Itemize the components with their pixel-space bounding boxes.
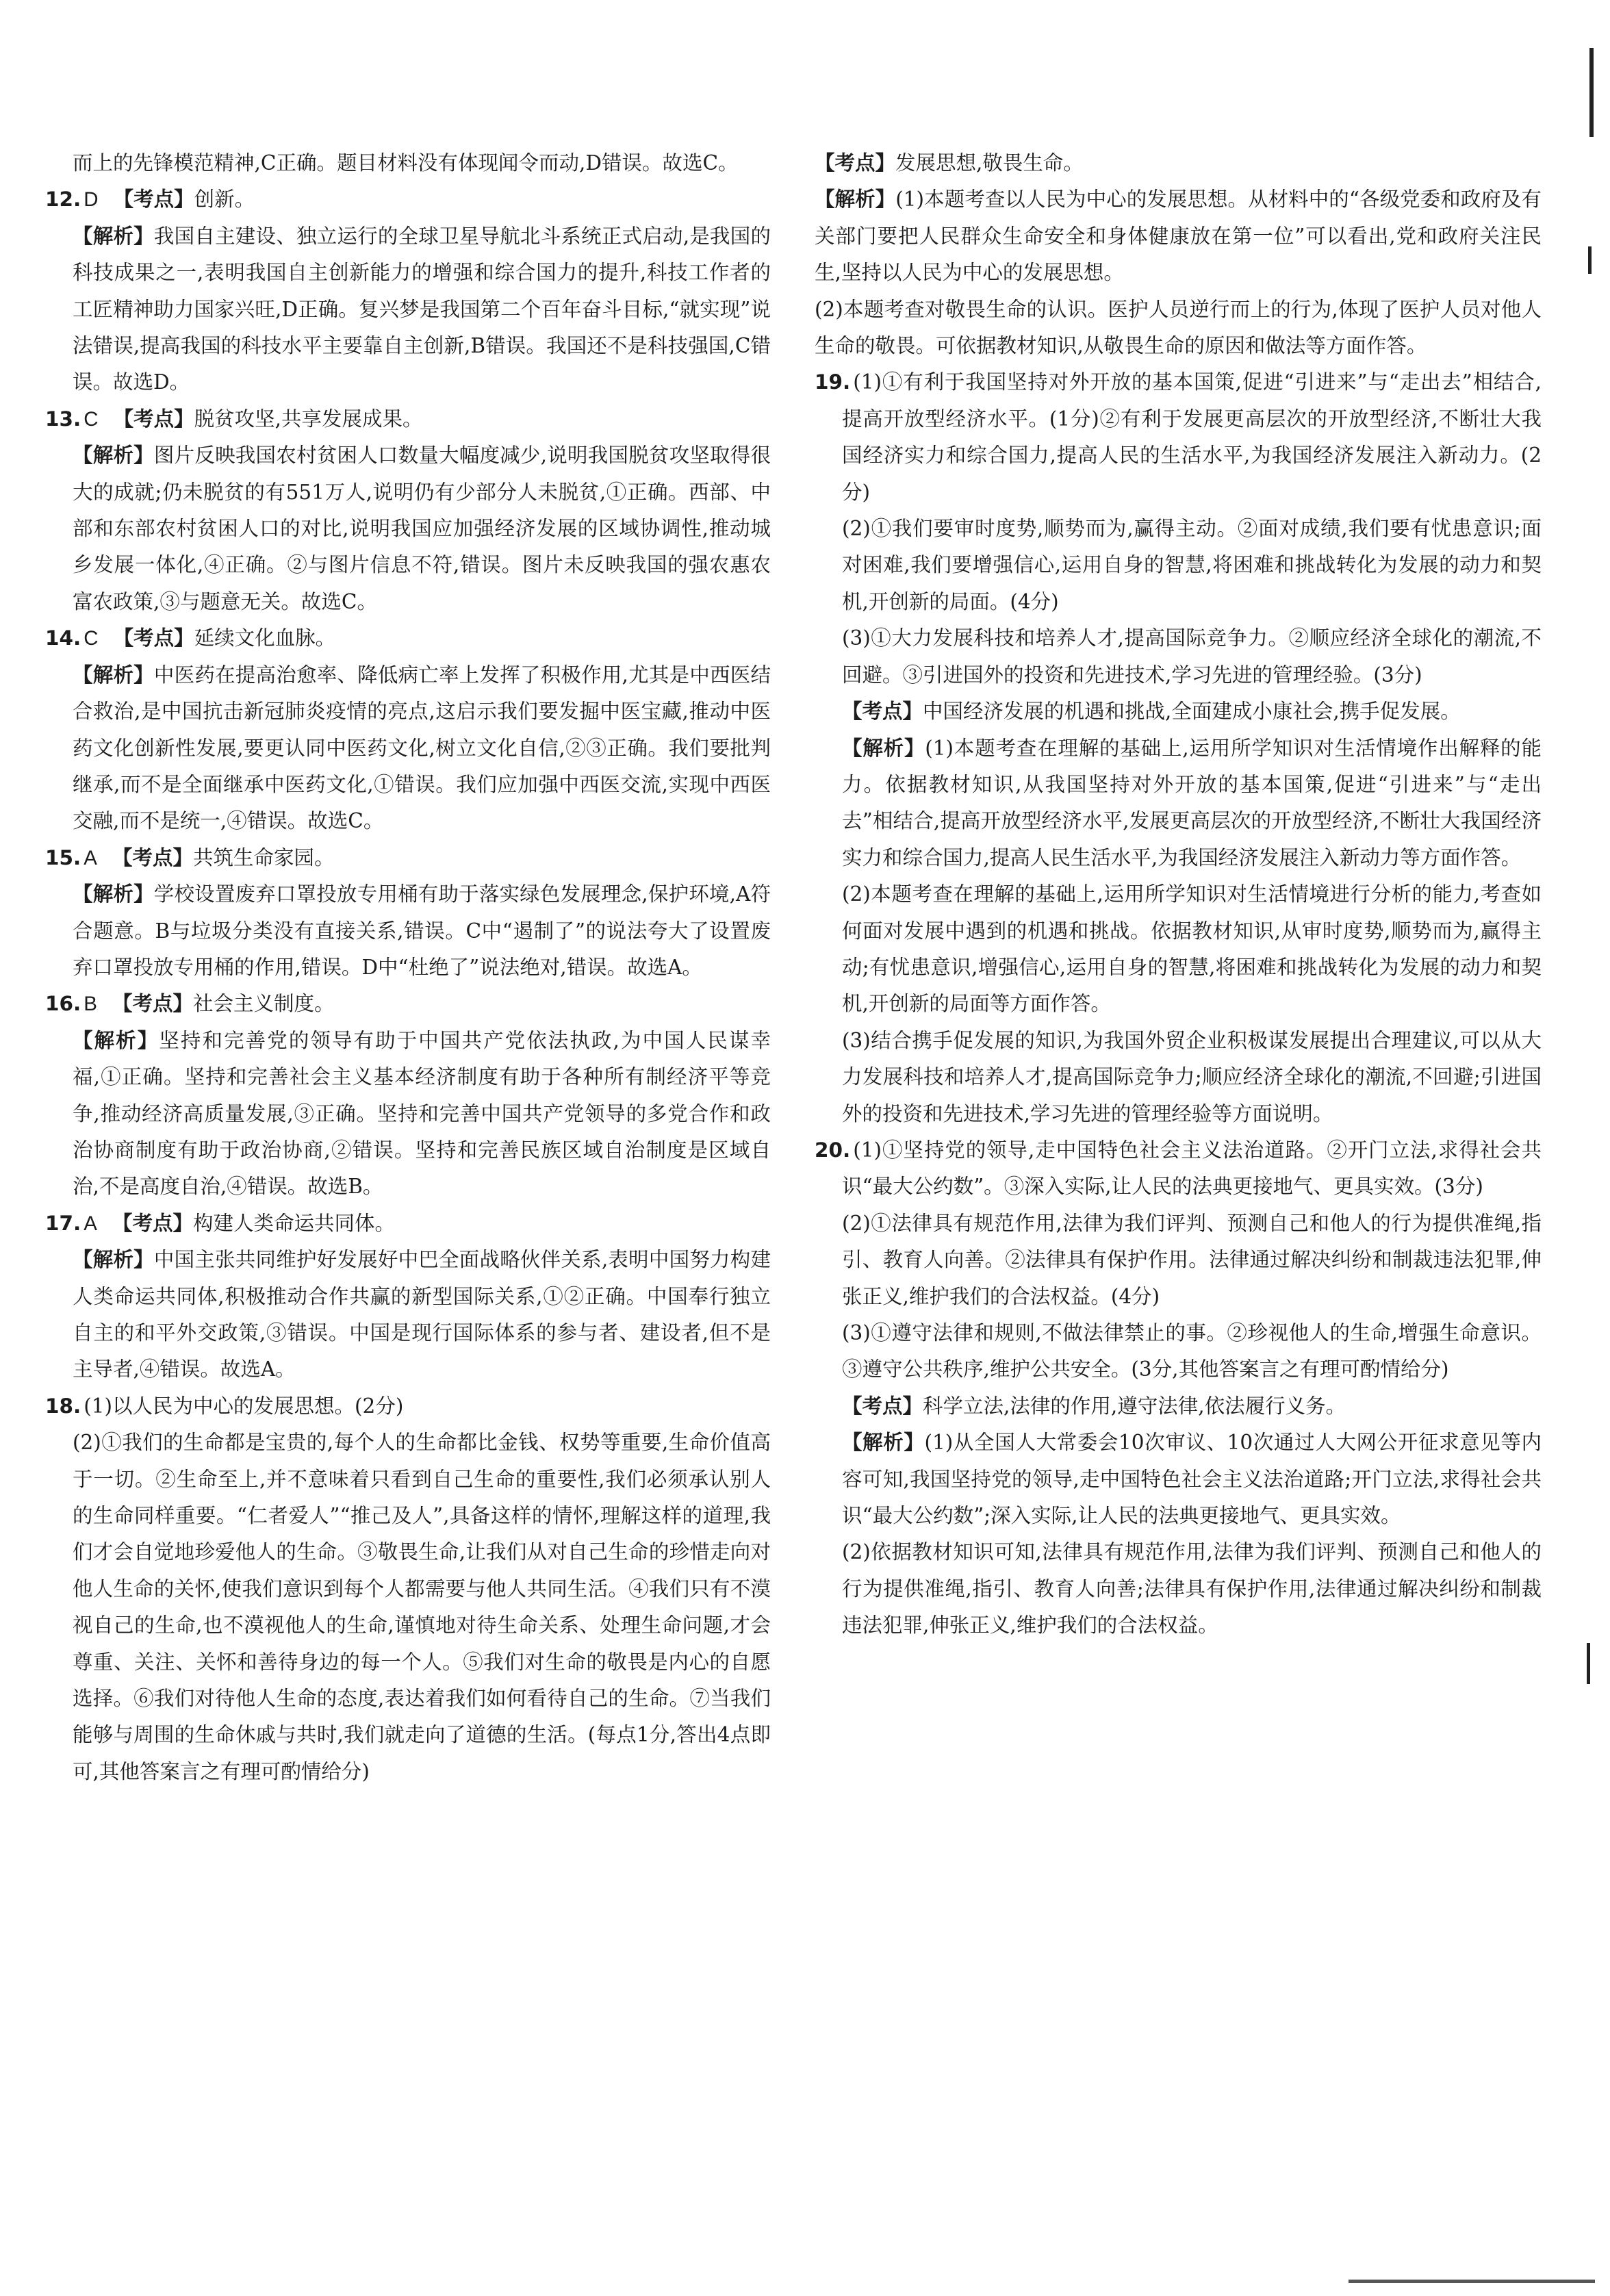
question-number: 15.: [45, 845, 81, 869]
answer-paragraph: [45, 1023, 771, 1206]
answer-item: [45, 181, 771, 218]
paragraph-text: (2)①我们要审时度势,顺势而为,赢得主动。②面对成绩,我们要有忧患意识;面对困难,我们要增强信心,运用自身的智慧,将困难和挑战转化为发展的动力和契机,开创新的局面。(4分): [842, 517, 1542, 613]
paragraph-text: (3)①大力发展科技和培养人才,提高国际竞争力。②顺应经济全球化的潮流,不回避。③引进国外的投资和先进技术,学习先进的管理经验。(3分): [842, 626, 1542, 687]
paragraph-text: 共筑生命家园。: [192, 845, 335, 869]
answer-item: [45, 1388, 771, 1425]
paragraph-text: 而上的先锋模范精神,C正确。题目材料没有体现闻令而动,D错误。故选C。: [73, 151, 739, 175]
answer-choice: A: [84, 846, 97, 869]
answer-paragraph: [815, 693, 1542, 730]
answer-item: [45, 986, 771, 1022]
answer-paragraph: [815, 1315, 1542, 1388]
paragraph-text: 中国经济发展的机遇和挑战,全面建成小康社会,携手促发展。: [923, 700, 1461, 724]
answer-paragraph: [45, 657, 771, 840]
page-edge-mark: [1587, 1643, 1590, 1684]
answer-item: [45, 401, 771, 437]
question-number: 16.: [45, 992, 81, 1016]
paragraph-text: (1)①坚持党的领导,走中国特色社会主义法治道路。②开门立法,求得社会共识“最大公约数”。③深入实际,让人民的法典更接地气、更具实效。(3分): [842, 1138, 1542, 1199]
paragraph-text: (1)本题考查在理解的基础上,运用所学知识对生活情境作出解释的能力。依据教材知识,从我国坚持对外开放的基本国策,促进“引进来”与“走出去”相结合,提高开放型经济水平,发展更高层次的开放型经济,不断壮大我国经济实力和综合国力,提高人民生活水平,为我国经济发展注入新动力等方面作答。: [842, 736, 1542, 869]
answer-paragraph: [815, 181, 1542, 291]
page-edge-mark: [1588, 246, 1592, 274]
paragraph-text: 科学立法,法律的作用,遵守法律,依法履行义务。: [923, 1394, 1346, 1418]
answer-paragraph: [815, 511, 1542, 620]
section-tag: 【考点】: [842, 1394, 923, 1418]
paragraph-text: 坚持和完善党的领导有助于中国共产党依法执政,为中国人民谋幸福,①正确。坚持和完善社会主义基本经济制度有助于各种所有制经济平等竞争,推动经济高质量发展,③正确。坚持和完善中国共产党领导的多党合作和政治协商制度有助于政治协商,②错误。坚持和完善民族区域自治制度是区域自治,不是高度自治,④错误。故选B。: [73, 1028, 771, 1199]
paragraph-text: (2)本题考查对敬畏生命的认识。医护人员逆行而上的行为,体现了医护人员对他人生命的敬畏。可依据教材知识,从敬畏生命的原因和做法等方面作答。: [815, 297, 1542, 358]
section-tag: 【考点】: [113, 188, 194, 212]
paragraph-text: (2)依据教材知识可知,法律具有规范作用,法律为我们评判、预测自己和他人的行为提供准绳,指引、教育人向善;法律具有保护作用,法律通过解决纠纷和制裁违法犯罪,伸张正义,维护我们的合法权益。: [842, 1540, 1542, 1637]
question-number: 13.: [45, 407, 81, 431]
section-tag: 【考点】: [112, 992, 193, 1016]
paragraph-text: 中国主张共同维护好发展好中巴全面战略伙伴关系,表明中国努力构建人类命运共同体,积极推动合作共赢的新型国际关系,①②正确。中国奉行独立自主的和平外交政策,③错误。中国是现行国际体系的参与者、建设者,但不是主导者,④错误。故选A。: [73, 1248, 771, 1381]
answer-paragraph: [45, 876, 771, 986]
section-tag: 【解析】: [842, 1431, 925, 1455]
right-column: [815, 145, 1542, 1644]
section-tag: 【解析】: [73, 882, 154, 906]
section-tag: 【考点】: [842, 700, 923, 724]
paragraph-text: (3)①遵守法律和规则,不做法律禁止的事。②珍视他人的生命,增强生命意识。③遵守公共秩序,维护公共安全。(3分,其他答案言之有理可酌情给分): [842, 1321, 1542, 1381]
answer-paragraph: [815, 620, 1542, 693]
paragraph-text: 社会主义制度。: [192, 992, 335, 1016]
answer-paragraph: [815, 876, 1542, 1023]
answer-paragraph: [45, 1425, 771, 1790]
left-column: [45, 145, 771, 1790]
section-tag: 【解析】: [842, 736, 925, 760]
answer-paragraph: [815, 145, 1542, 181]
paragraph-text: (1)①有利于我国坚持对外开放的基本国策,促进“引进来”与“走出去”相结合,提高开放型经济水平。(1分)②有利于发展更高层次的开放型经济,不断壮大我国经济实力和综合国力,提高人民的生活水平,为我国经济发展注入新动力。(2分): [842, 370, 1542, 504]
answer-item: [45, 620, 771, 656]
question-number: 19.: [815, 370, 851, 394]
answer-paragraph: [815, 1388, 1542, 1425]
section-tag: 【考点】: [112, 845, 193, 869]
paragraph-text: 发展思想,敬畏生命。: [895, 151, 1084, 175]
paragraph-text: 创新。: [194, 188, 255, 212]
paragraph-text: (1)本题考查以人民为中心的发展思想。从材料中的“各级党委和政府及有关部门要把人民群众生命安全和身体健康放在第一位”可以看出,党和政府关注民生,坚持以人民为中心的发展思想。: [815, 188, 1542, 285]
answer-item: [815, 1132, 1542, 1206]
page-edge-mark: [1589, 48, 1594, 137]
answer-choice: D: [84, 188, 99, 212]
question-number: 12.: [45, 188, 81, 212]
paragraph-text: (2)①我们的生命都是宝贵的,每个人的生命都比金钱、权势等重要,生命价值高于一切。②生命至上,并不意味着只看到自己生命的重要性,我们必须承认别人的生命同样重要。“仁者爱人”“推己及人”,具备这样的情怀,理解这样的道理,我们才会自觉地珍爱他人的生命。③敬畏生命,让我们从对自己生命的珍惜走向对他人生命的关怀,使我们意识到每个人都需要与他人共同生活。④我们只有不漠视自己的生命,也不漠视他人的生命,谨慎地对待生命关系、处理生命问题,才会尊重、关注、关怀和善待身边的每一个人。⑤我们对生命的敬畏是内心的自愿选择。⑥我们对待他人生命的态度,表达着我们如何看待自己的生命。⑦当我们能够与周围的生命休戚与共时,我们就走向了道德的生活。(每点1分,答出4点即可,其他答案言之有理可酌情给分): [73, 1431, 771, 1783]
answer-item: [815, 364, 1542, 511]
question-number: 14.: [45, 626, 81, 650]
answer-paragraph: [45, 437, 771, 620]
paragraph-text: (3)结合携手促发展的知识,为我国外贸企业积极谋发展提出合理建议,可以从大力发展科技和培养人才,提高国际竞争力;顺应经济全球化的潮流,不回避;引进国外的投资和先进技术,学习先进的管理经验等方面说明。: [842, 1028, 1542, 1125]
paragraph-text: 图片反映我国农村贫困人口数量大幅度减少,说明我国脱贫攻坚取得很大的成就;仍未脱贫的有551万人,说明仍有少部分人未脱贫,①正确。西部、中部和东部农村贫困人口的对比,说明我国应加强经济发展的区域协调性,推动城乡发展一体化,④正确。②与图片信息不符,错误。图片未反映我国的强农惠农富农政策,③与题意无关。故选C。: [73, 444, 771, 613]
answer-paragraph: [815, 730, 1542, 877]
answer-choice: B: [84, 993, 97, 1016]
answer-paragraph: [815, 1534, 1542, 1644]
bottom-rule: [1349, 2280, 1595, 2283]
answer-item: [45, 1206, 771, 1242]
paragraph-text: 构建人类命运共同体。: [192, 1211, 395, 1235]
section-tag: 【解析】: [73, 1248, 154, 1272]
answer-paragraph: [45, 1242, 771, 1388]
answer-paragraph: [815, 1425, 1542, 1534]
paragraph-text: (1)以人民为中心的发展思想。(2分): [84, 1394, 404, 1418]
question-number: 17.: [45, 1211, 81, 1235]
section-tag: 【解析】: [73, 1028, 159, 1052]
question-number: 20.: [815, 1138, 851, 1162]
paragraph-text: 学校设置废弃口罩投放专用桶有助于落实绿色发展理念,保护环境,A符合题意。B与垃圾分类没有直接关系,错误。C中“遏制了”的说法夸大了设置废弃口罩投放专用桶的作用,错误。D中“杜绝了”说法绝对,错误。故选A。: [73, 882, 771, 979]
paragraph-text: (1)从全国人大常委会10次审议、10次通过人大网公开征求意见等内容可知,我国坚持党的领导,走中国特色社会主义法治道路;开门立法,求得社会共识“最大公约数”;深入实际,让人民的法典更接地气、更具实效。: [842, 1431, 1542, 1528]
answer-choice: C: [84, 627, 99, 650]
section-tag: 【解析】: [815, 188, 896, 212]
paragraph-text: (2)本题考查在理解的基础上,运用所学知识对生活情境进行分析的能力,考查如何面对发展中遇到的机遇和挑战。依据教材知识,从审时度势,顺势而为,赢得主动;有忧患意识,增强信心,运用自身的智慧,将困难和挑战转化为发展的动力和契机,开创新的局面等方面作答。: [842, 882, 1542, 1016]
answer-paragraph: [815, 1023, 1542, 1132]
section-tag: 【考点】: [112, 1211, 193, 1235]
answer-paragraph: [815, 292, 1542, 365]
answer-choice: A: [84, 1212, 97, 1235]
section-tag: 【解析】: [73, 444, 154, 468]
answer-item: [45, 840, 771, 876]
answer-paragraph: [45, 145, 771, 181]
answer-paragraph: [45, 218, 771, 401]
paragraph-text: (2)①法律具有规范作用,法律为我们评判、预测自己和他人的行为提供准绳,指引、教育人向善。②法律具有保护作用。法律通过解决纠纷和制裁违法犯罪,伸张正义,维护我们的合法权益。(4分): [842, 1211, 1542, 1308]
section-tag: 【解析】: [73, 663, 154, 687]
paragraph-text: 脱贫攻坚,共享发展成果。: [194, 407, 423, 431]
answer-paragraph: [815, 1206, 1542, 1315]
paragraph-text: 延续文化血脉。: [194, 626, 336, 650]
question-number: 18.: [45, 1394, 81, 1418]
answer-choice: C: [84, 407, 99, 431]
paragraph-text: 中医药在提高治愈率、降低病亡率上发挥了积极作用,尤其是中西医结合救治,是中国抗击新冠肺炎疫情的亮点,这启示我们要发掘中医宝藏,推动中医药文化创新性发展,要更认同中医药文化,树立文化自信,②③正确。我们要批判继承,而不是全面继承中医药文化,①错误。我们应加强中西医交流,实现中西医交融,而不是统一,④错误。故选C。: [73, 663, 771, 833]
section-tag: 【考点】: [113, 407, 194, 431]
section-tag: 【考点】: [113, 626, 194, 650]
section-tag: 【考点】: [815, 151, 896, 175]
paragraph-text: 我国自主建设、独立运行的全球卫星导航北斗系统正式启动,是我国的科技成果之一,表明我国自主创新能力的增强和综合国力的提升,科技工作者的工匠精神助力国家兴旺,D正确。复兴梦是我国第二个百年奋斗目标,“就实现”说法错误,提高我国的科技水平主要靠自主创新,B错误。我国还不是科技强国,C错误。故选D。: [73, 224, 771, 394]
section-tag: 【解析】: [73, 224, 154, 248]
